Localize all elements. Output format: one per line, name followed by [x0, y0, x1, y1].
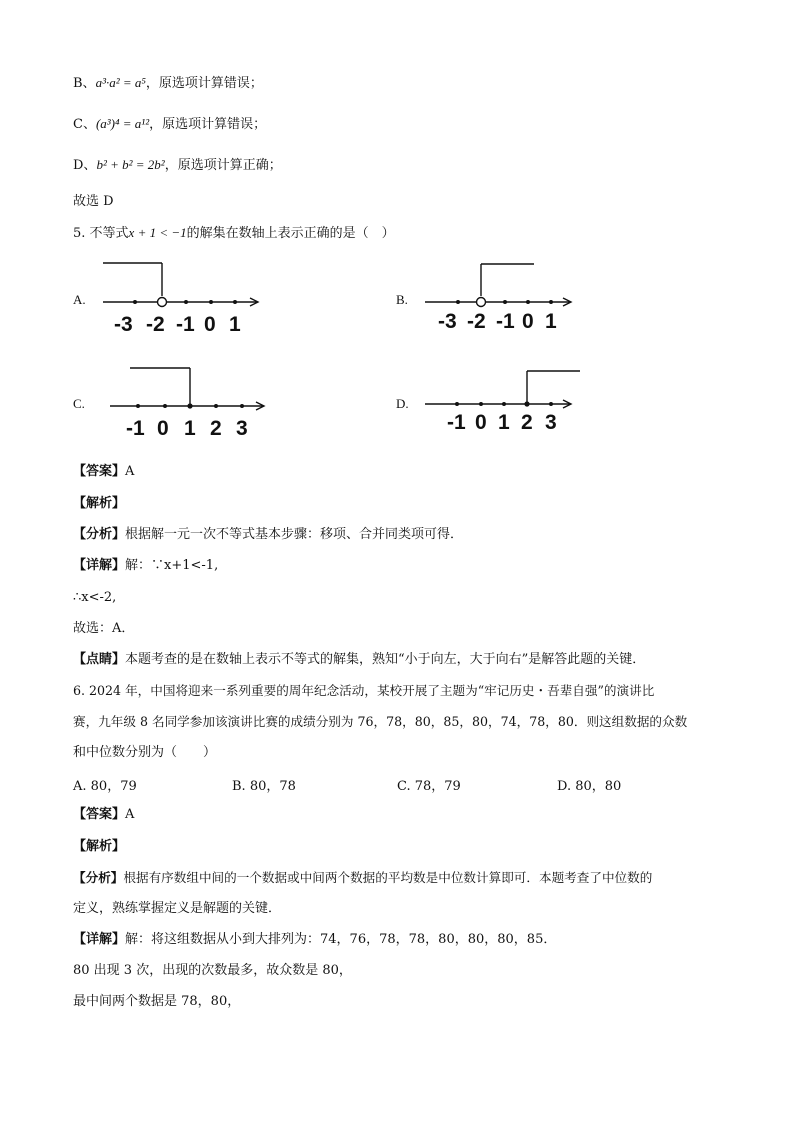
closed-dot	[524, 401, 529, 406]
tick-label: -1	[176, 313, 195, 336]
tick-dot	[549, 300, 553, 304]
q6-fenxi-2: 定义，熟练掌握定义是解题的关键．	[73, 901, 282, 916]
choose-d-line: 故选 D	[73, 194, 114, 209]
open-circle	[158, 298, 167, 307]
q5-comment-line	[73, 651, 645, 669]
q5-answer-line	[73, 463, 134, 481]
q6-answer-line	[73, 806, 134, 824]
q5-detail-2: ∴x<-2,	[73, 590, 117, 605]
tick-label: 1	[184, 417, 196, 440]
fenxi-text: 根据有序数组中间的一个数据或中间两个数据的平均数是中位数计算即可．本题考查了中位数的	[123, 870, 653, 885]
detail-tag: 【详解】	[73, 932, 126, 947]
tick-label: 1	[545, 310, 557, 333]
closed-dot	[187, 403, 192, 408]
q6-choice-b: B. 80，78	[232, 779, 296, 794]
tick-label: 2	[210, 417, 222, 440]
q5-option-b-number-line	[418, 258, 588, 338]
q5-option-d-label: D.	[396, 396, 409, 411]
fenxi-tag: 【分析】	[73, 870, 124, 885]
q5-option-a-label: A.	[73, 292, 86, 307]
tick-label: 0	[204, 313, 216, 336]
q6-stem-3: 和中位数分别为（ ）	[73, 745, 217, 760]
tick-label: -2	[467, 310, 486, 333]
tick-label: -2	[146, 313, 165, 336]
tick-label: 3	[545, 411, 557, 434]
answer-tag: 【答案】	[73, 464, 126, 479]
tick-label: 2	[521, 411, 533, 434]
tick-label: 3	[236, 417, 248, 440]
tick-dot	[133, 300, 137, 304]
tick-dot	[502, 402, 506, 406]
tick-label: -3	[114, 313, 133, 336]
q5-option-c-number-line	[100, 362, 270, 442]
tick-label: -1	[496, 310, 515, 333]
tick-dot	[526, 300, 530, 304]
q5-inequality: x + 1 < −1	[128, 225, 187, 240]
option-c-line	[73, 115, 266, 134]
q5-prefix: 5. 不等式	[73, 226, 129, 241]
q5-detail-3: 故选：A．	[73, 621, 135, 636]
tick-dot	[479, 402, 483, 406]
tick-dot	[549, 402, 553, 406]
option-c-prefix: C、	[73, 117, 96, 132]
option-d-line	[73, 156, 282, 175]
option-b-prefix: B、	[73, 76, 96, 91]
tick-dot	[456, 300, 460, 304]
q6-stem-2: 赛，九年级 8 名同学参加该演讲比赛的成绩分别为 76，78，80，85，80，74，78，80．则这组数据的众数	[73, 714, 688, 729]
comment-tag: 【点睛】	[73, 652, 126, 667]
tick-label: 1	[229, 313, 241, 336]
option-c-expression: (a³)⁴ = a¹²	[95, 116, 150, 131]
q6-choice-c: C. 78，79	[397, 779, 461, 794]
q6-detail-3: 最中间两个数据是 78，80，	[73, 994, 241, 1009]
option-b-verdict: ，原选项计算错误；	[145, 76, 263, 91]
tick-dot	[240, 404, 244, 408]
tick-dot	[163, 404, 167, 408]
q6-detail-2: 80 出现 3 次，出现的次数最多，故众数是 80，	[73, 963, 352, 978]
tick-dot	[233, 300, 237, 304]
q5-option-b-label: B.	[396, 292, 408, 307]
comment-text: 本题考查的是在数轴上表示不等式的解集，熟知“小于向左，大于向右”是解答此题的关键．	[125, 652, 646, 667]
option-b-line	[73, 74, 263, 93]
q6-detail-line	[73, 931, 556, 949]
q5-option-d-number-line	[420, 362, 590, 442]
detail-text: 解：将这组数据从小到大排列为：74，76，78，78，80，80，80，85．	[125, 932, 557, 947]
option-b-expression: a³·a² = a⁵	[95, 75, 146, 90]
answer-value: A	[125, 464, 135, 479]
tick-label: -1	[126, 417, 145, 440]
answer-tag: 【答案】	[73, 807, 126, 822]
tick-dot	[214, 404, 218, 408]
q5-analysis-tag: 【解析】	[73, 496, 126, 511]
answer-value: A	[125, 807, 135, 822]
tick-label: -1	[447, 411, 466, 434]
fenxi-tag: 【分析】	[73, 527, 126, 542]
detail-tag: 【详解】	[73, 558, 126, 573]
q6-choice-d: D. 80，80	[557, 779, 622, 794]
q5-fenxi-line	[73, 526, 463, 544]
detail-text: 解：∵x+1<-1,	[125, 558, 219, 573]
tick-dot	[455, 402, 459, 406]
q6-fenxi-line	[73, 869, 652, 887]
option-c-verdict: ，原选项计算错误；	[149, 117, 267, 132]
tick-dot	[503, 300, 507, 304]
tick-label: 0	[522, 310, 534, 333]
q6-stem-1: 6. 2024 年，中国将迎来一系列重要的周年纪念活动，某校开展了主题为“牢记历史・吾辈自强”的演讲比	[73, 683, 655, 698]
tick-label: -3	[438, 310, 457, 333]
q5-option-a-number-line	[95, 258, 265, 338]
option-d-expression: b² + b² = 2b²	[96, 157, 165, 172]
q5-stem	[73, 224, 395, 243]
tick-label: 0	[157, 417, 169, 440]
option-d-verdict: ，原选项计算正确；	[164, 158, 282, 173]
tick-dot	[184, 300, 188, 304]
option-d-prefix: D、	[73, 158, 97, 173]
q5-detail-line	[73, 557, 218, 575]
fenxi-text: 根据解一元一次不等式基本步骤：移项、合并同类项可得．	[125, 527, 464, 542]
q6-choice-a: A. 80，79	[73, 779, 137, 794]
tick-dot	[136, 404, 140, 408]
tick-dot	[209, 300, 213, 304]
open-circle	[477, 298, 486, 307]
q5-suffix: 的解集在数轴上表示正确的是（ ）	[186, 226, 395, 241]
tick-label: 0	[475, 411, 487, 434]
q6-analysis-tag: 【解析】	[73, 839, 126, 854]
tick-label: 1	[498, 411, 510, 434]
q5-option-c-label: C.	[73, 396, 85, 411]
